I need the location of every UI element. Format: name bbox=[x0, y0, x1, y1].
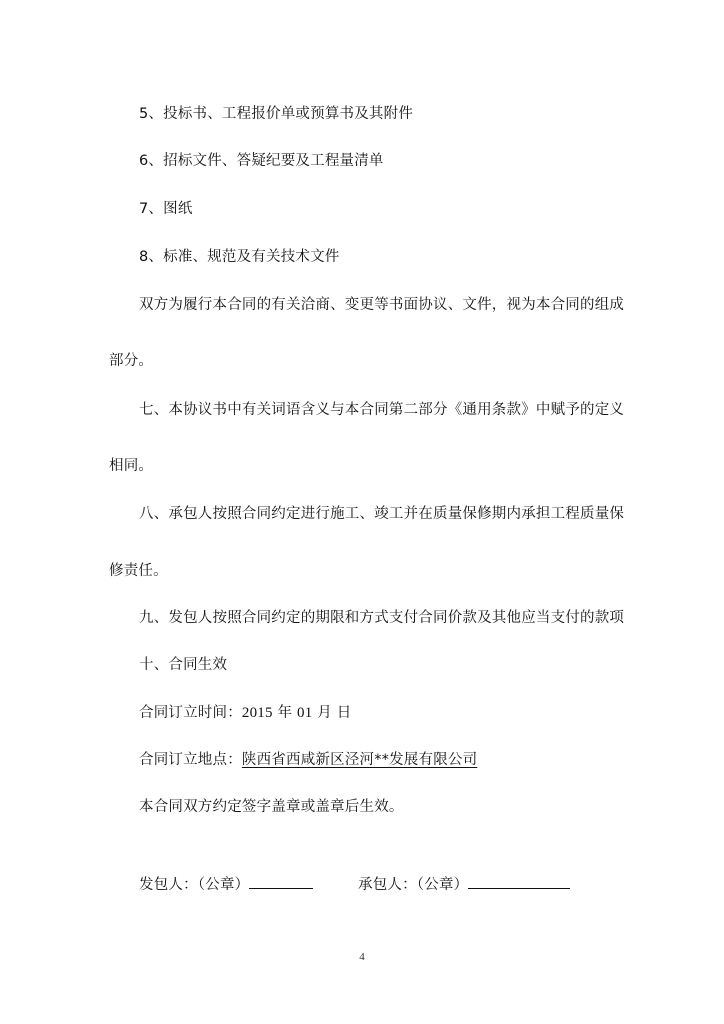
paragraph-composition-line1: 双方为履行本合同的有关洽商、变更等书面协议、文件，视为本合同的组成 bbox=[139, 297, 625, 313]
contractor-signature-blank[interactable] bbox=[468, 874, 570, 889]
signing-place-value: 陕西省西咸新区泾河**发展有限公司 bbox=[241, 752, 478, 768]
contractor-signature bbox=[358, 874, 570, 895]
paragraph-ten-heading: 十、合同生效 bbox=[139, 657, 228, 673]
paragraph-composition-line2: 部分。 bbox=[109, 353, 154, 369]
employer-signature-blank[interactable] bbox=[249, 874, 313, 889]
list-item-drawings: 7、图纸 bbox=[139, 201, 193, 217]
signing-time bbox=[139, 703, 351, 723]
signing-time-year: 2015 bbox=[241, 705, 273, 721]
signing-time-month-unit: 月 日 bbox=[312, 705, 352, 721]
employer-signature-label: 发包人：（公章） bbox=[139, 877, 250, 893]
effect-clause: 本合同双方约定签字盖章或盖章后生效。 bbox=[139, 799, 404, 815]
contractor-signature-label: 承包人：（公章） bbox=[358, 877, 469, 893]
list-item-bidding-documents: 6、招标文件、答疑纪要及工程量清单 bbox=[139, 153, 384, 169]
signing-time-year-unit: 年 bbox=[272, 705, 298, 721]
list-item-standards: 8、标准、规范及有关技术文件 bbox=[139, 249, 340, 265]
list-item-tender-documents: 5、投标书、工程报价单或预算书及其附件 bbox=[139, 106, 414, 122]
paragraph-nine: 九、发包人按照合同约定的期限和方式支付合同价款及其他应当支付的款项 bbox=[139, 610, 625, 626]
page-number: 4 bbox=[359, 951, 365, 963]
signing-place-label: 合同订立地点： bbox=[139, 752, 242, 768]
signing-time-month: 01 bbox=[297, 705, 313, 721]
paragraph-seven-line1: 七、本协议书中有关词语含义与本合同第二部分《通用条款》中赋予的定义 bbox=[139, 402, 625, 418]
paragraph-eight-line1: 八、承包人按照合同约定进行施工、竣工并在质量保修期内承担工程质量保 bbox=[139, 506, 625, 522]
paragraph-seven-line2: 相同。 bbox=[109, 458, 154, 474]
employer-signature bbox=[139, 874, 313, 895]
signing-time-label: 合同订立时间： bbox=[139, 705, 242, 721]
signing-place bbox=[139, 750, 477, 770]
paragraph-eight-line2: 修责任。 bbox=[109, 563, 168, 579]
